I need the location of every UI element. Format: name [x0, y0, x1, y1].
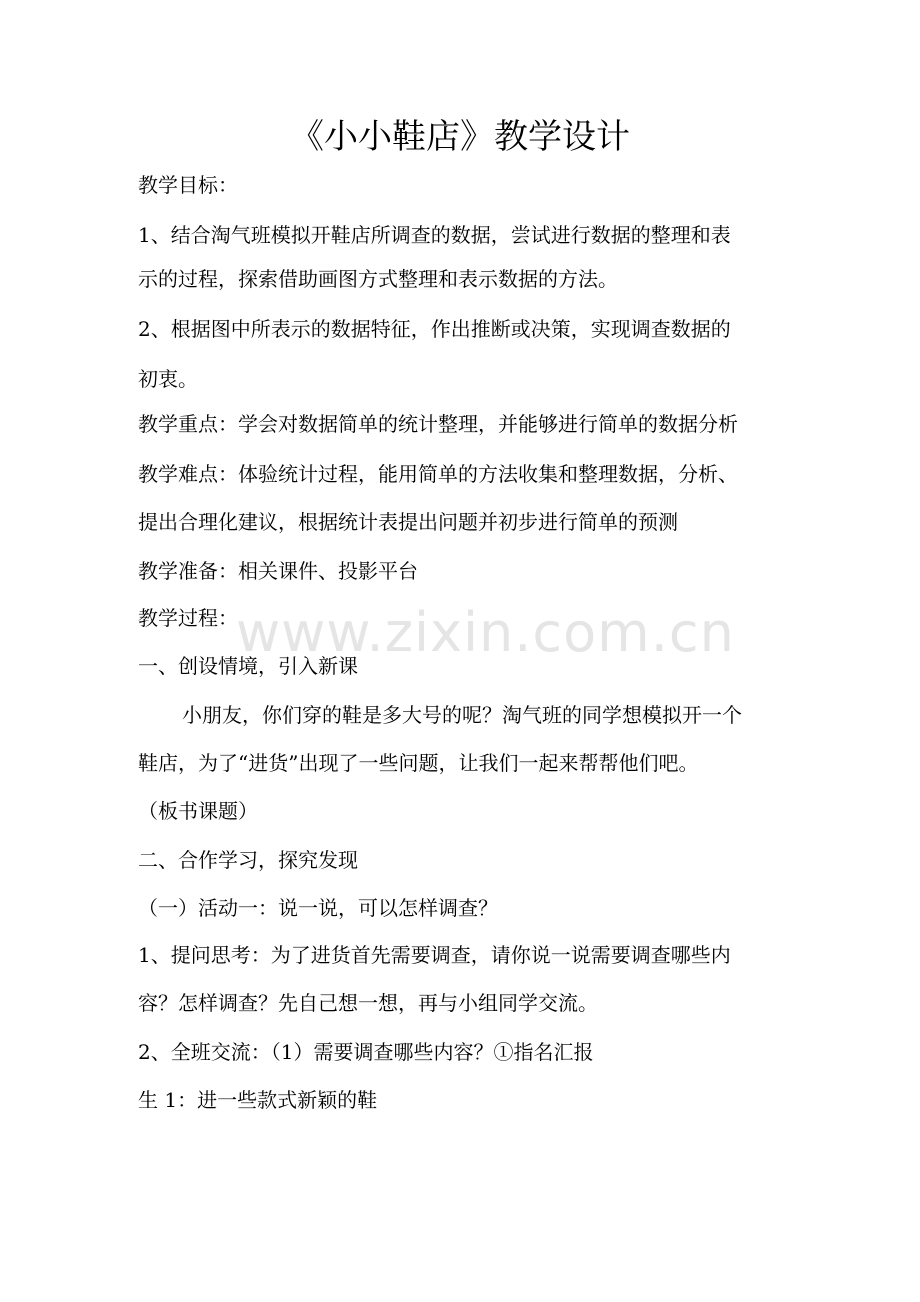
watermark-text: www.zixin.com.cn — [236, 601, 735, 664]
intro-paragraph-line-2: 鞋店，为了“进货”出现了一些问题，让我们一起来帮帮他们吧。 — [138, 751, 699, 775]
activity-1-heading: （一）活动一：说一说，可以怎样调查？ — [138, 896, 498, 920]
student-answer-1: 生 1：进一些款式新颖的鞋 — [138, 1088, 378, 1112]
question-line-1: 1、提问思考：为了进货首先需要调查，请你说一说需要调查哪些内 — [138, 943, 731, 967]
class-discussion: 2、全班交流：（1）需要调查哪些内容？①指名汇报 — [138, 1040, 594, 1064]
intro-paragraph-line-1: 小朋友，你们穿的鞋是多大号的呢？淘气班的同学想模拟开一个 — [182, 703, 742, 727]
objective-2-line-1: 2、根据图中所表示的数据特征，作出推断或决策，实现调查数据的 — [138, 317, 731, 341]
teaching-difficulty-line-2: 提出合理化建议，根据统计表提出问题并初步进行简单的预测 — [138, 510, 678, 534]
document-title: 《小小鞋店》教学设计 — [290, 117, 630, 157]
objective-2-line-2: 初衷。 — [138, 367, 198, 391]
question-line-2: 容？怎样调查？先自己想一想，再与小组同学交流。 — [138, 991, 598, 1015]
teaching-focus: 教学重点：学会对数据简单的统计整理，并能够进行简单的数据分析 — [138, 412, 738, 436]
section-heading-objectives: 教学目标： — [138, 173, 238, 197]
objective-1-line-1: 1、结合淘气班模拟开鞋店所调查的数据，尝试进行数据的整理和表 — [138, 223, 731, 247]
objective-1-line-2: 示的过程，探索借助画图方式整理和表示数据的方法。 — [138, 267, 618, 291]
board-title-note: （板书课题） — [138, 799, 258, 823]
step-1-heading: 一、创设情境，引入新课 — [138, 654, 358, 678]
section-heading-process: 教学过程： — [138, 606, 238, 630]
teaching-preparation: 教学准备：相关课件、投影平台 — [138, 559, 418, 583]
teaching-difficulty-line-1: 教学难点：体验统计过程，能用简单的方法收集和整理数据，分析、 — [138, 462, 738, 486]
step-2-heading: 二、合作学习，探究发现 — [138, 848, 358, 872]
